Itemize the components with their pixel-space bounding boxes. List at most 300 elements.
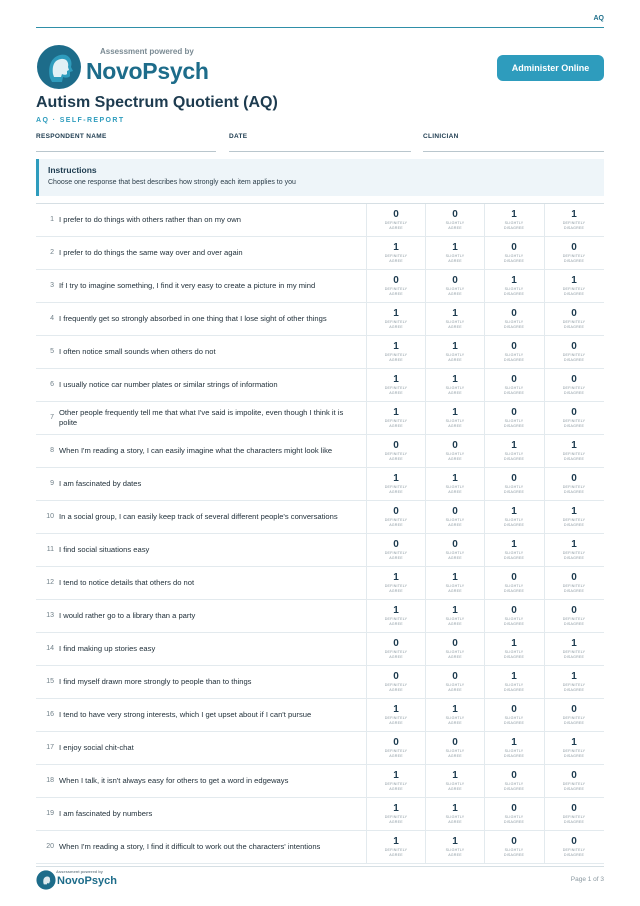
- response-option[interactable]: [425, 303, 484, 335]
- response-option[interactable]: [544, 468, 603, 500]
- item-question: I find myself drawn more strongly to people than to things: [59, 677, 252, 686]
- option-label: DEFINITELY: [562, 815, 586, 819]
- option-score: 0: [511, 374, 517, 385]
- option-score: 0: [511, 803, 517, 814]
- option-label: DEFINITELY: [562, 716, 586, 720]
- option-score: 0: [511, 572, 517, 583]
- response-option[interactable]: [484, 798, 543, 830]
- option-score: 1: [571, 737, 577, 748]
- option-label: DISAGREE: [563, 754, 585, 758]
- response-option[interactable]: [544, 435, 603, 467]
- option-label: DISAGREE: [503, 259, 525, 263]
- option-score: 0: [393, 539, 399, 550]
- response-option[interactable]: [484, 204, 543, 236]
- option-score: 0: [393, 638, 399, 649]
- logo-caption: Assessment powered by: [100, 47, 194, 56]
- respondent-name-label: RESPONDENT NAME: [36, 133, 107, 140]
- option-score: 0: [393, 737, 399, 748]
- option-label: SLIGHTLY: [504, 617, 524, 621]
- option-label: SLIGHTLY: [445, 518, 465, 522]
- option-score: 0: [571, 704, 577, 715]
- option-label: DISAGREE: [503, 787, 525, 791]
- response-option[interactable]: [484, 699, 543, 731]
- response-option[interactable]: [544, 633, 603, 665]
- option-label: SLIGHTLY: [445, 782, 465, 786]
- response-option[interactable]: [544, 798, 603, 830]
- item-number: 6: [50, 381, 54, 388]
- option-label: AGREE: [389, 754, 403, 758]
- response-option[interactable]: [366, 699, 425, 731]
- item-row: [36, 270, 604, 303]
- option-label: SLIGHTLY: [504, 782, 524, 786]
- response-option[interactable]: [484, 369, 543, 401]
- option-score: 0: [511, 308, 517, 319]
- clinician-field[interactable]: [423, 151, 604, 152]
- response-option[interactable]: [425, 600, 484, 632]
- option-score: 1: [452, 308, 458, 319]
- option-label: DEFINITELY: [562, 320, 586, 324]
- novopsych-logo: [36, 44, 209, 90]
- option-score: 1: [571, 638, 577, 649]
- response-option[interactable]: [484, 732, 543, 764]
- response-option[interactable]: [366, 204, 425, 236]
- option-score: 1: [571, 440, 577, 451]
- option-label: DEFINITELY: [562, 518, 586, 522]
- response-option[interactable]: [484, 567, 543, 599]
- option-label: DISAGREE: [503, 523, 525, 527]
- item-row: [36, 204, 604, 237]
- response-option[interactable]: [544, 336, 603, 368]
- option-label: AGREE: [448, 820, 462, 824]
- option-label: DEFINITELY: [562, 683, 586, 687]
- option-label: SLIGHTLY: [504, 749, 524, 753]
- option-label: DEFINITELY: [384, 287, 408, 291]
- response-option[interactable]: [366, 237, 425, 269]
- option-label: AGREE: [448, 457, 462, 461]
- option-label: DISAGREE: [503, 853, 525, 857]
- option-label: DISAGREE: [503, 820, 525, 824]
- option-label: DEFINITELY: [384, 683, 408, 687]
- option-label: DISAGREE: [503, 589, 525, 593]
- response-option[interactable]: [366, 765, 425, 797]
- option-label: AGREE: [448, 358, 462, 362]
- footer-head-icon: [36, 870, 56, 890]
- option-label: AGREE: [448, 589, 462, 593]
- option-label: DEFINITELY: [384, 254, 408, 258]
- option-label: SLIGHTLY: [504, 716, 524, 720]
- response-option[interactable]: [425, 402, 484, 434]
- items-table: [36, 203, 604, 864]
- option-score: 1: [393, 473, 399, 484]
- option-score: 1: [571, 209, 577, 220]
- response-option[interactable]: [484, 237, 543, 269]
- option-label: DISAGREE: [503, 688, 525, 692]
- item-question: In a social group, I can easily keep track of several different people's conversations: [59, 512, 338, 521]
- option-label: DEFINITELY: [562, 551, 586, 555]
- option-score: 1: [511, 209, 517, 220]
- option-score: 0: [452, 671, 458, 682]
- response-option[interactable]: [366, 501, 425, 533]
- option-label: DEFINITELY: [562, 452, 586, 456]
- option-label: AGREE: [389, 325, 403, 329]
- option-label: SLIGHTLY: [445, 452, 465, 456]
- option-score: 0: [452, 440, 458, 451]
- response-option[interactable]: [366, 303, 425, 335]
- option-label: DEFINITELY: [562, 650, 586, 654]
- item-row: [36, 567, 604, 600]
- response-option[interactable]: [425, 633, 484, 665]
- option-score: 1: [452, 836, 458, 847]
- item-question: I often notice small sounds when others do not: [59, 347, 216, 356]
- option-label: DISAGREE: [503, 655, 525, 659]
- option-label: AGREE: [389, 424, 403, 428]
- response-option[interactable]: [484, 270, 543, 302]
- option-label: SLIGHTLY: [504, 518, 524, 522]
- response-option[interactable]: [544, 402, 603, 434]
- option-label: DISAGREE: [563, 523, 585, 527]
- item-question: I am fascinated by dates: [59, 479, 142, 488]
- option-label: AGREE: [448, 292, 462, 296]
- option-score: 1: [511, 506, 517, 517]
- header-divider: [36, 27, 604, 28]
- option-score: 1: [452, 407, 458, 418]
- option-score: 1: [452, 341, 458, 352]
- response-option[interactable]: [484, 435, 543, 467]
- option-score: 1: [393, 770, 399, 781]
- item-number: 12: [46, 579, 54, 586]
- option-label: DEFINITELY: [562, 782, 586, 786]
- option-score: 1: [452, 803, 458, 814]
- option-label: SLIGHTLY: [504, 353, 524, 357]
- item-question: I find social situations easy: [59, 545, 150, 554]
- option-score: 0: [511, 836, 517, 847]
- option-score: 1: [511, 671, 517, 682]
- response-option[interactable]: [425, 699, 484, 731]
- option-label: SLIGHTLY: [445, 617, 465, 621]
- response-option[interactable]: [425, 831, 484, 863]
- response-option[interactable]: [366, 831, 425, 863]
- response-option[interactable]: [425, 666, 484, 698]
- response-option[interactable]: [484, 633, 543, 665]
- instructions-text: Choose one response that best describes how strongly each item applies to you: [48, 179, 296, 186]
- option-score: 1: [393, 308, 399, 319]
- option-label: DISAGREE: [563, 259, 585, 263]
- option-label: DEFINITELY: [562, 386, 586, 390]
- option-label: DEFINITELY: [384, 782, 408, 786]
- response-option[interactable]: [425, 501, 484, 533]
- option-label: AGREE: [389, 556, 403, 560]
- option-score: 1: [571, 539, 577, 550]
- option-label: DEFINITELY: [384, 518, 408, 522]
- option-score: 0: [452, 539, 458, 550]
- option-label: SLIGHTLY: [445, 584, 465, 588]
- option-score: 1: [452, 770, 458, 781]
- response-option[interactable]: [425, 765, 484, 797]
- option-score: 1: [571, 506, 577, 517]
- option-label: AGREE: [448, 424, 462, 428]
- option-label: DEFINITELY: [384, 386, 408, 390]
- item-number: 14: [46, 645, 54, 652]
- date-field[interactable]: [229, 151, 411, 152]
- response-option[interactable]: [484, 501, 543, 533]
- option-label: SLIGHTLY: [445, 650, 465, 654]
- response-option[interactable]: [484, 303, 543, 335]
- option-label: SLIGHTLY: [445, 419, 465, 423]
- option-label: DISAGREE: [563, 292, 585, 296]
- response-option[interactable]: [544, 204, 603, 236]
- option-score: 1: [511, 737, 517, 748]
- option-label: DEFINITELY: [384, 815, 408, 819]
- option-label: DISAGREE: [563, 457, 585, 461]
- clinician-label: CLINICIAN: [423, 133, 459, 140]
- option-label: AGREE: [448, 622, 462, 626]
- response-option[interactable]: [484, 534, 543, 566]
- option-label: SLIGHTLY: [504, 419, 524, 423]
- option-label: DEFINITELY: [384, 650, 408, 654]
- option-label: AGREE: [448, 556, 462, 560]
- response-option[interactable]: [425, 336, 484, 368]
- response-option[interactable]: [544, 600, 603, 632]
- option-label: SLIGHTLY: [445, 749, 465, 753]
- option-label: DISAGREE: [503, 754, 525, 758]
- response-option[interactable]: [544, 732, 603, 764]
- item-row: [36, 765, 604, 798]
- option-score: 1: [511, 638, 517, 649]
- item-number: 19: [46, 810, 54, 817]
- response-option[interactable]: [366, 468, 425, 500]
- option-label: DISAGREE: [503, 391, 525, 395]
- response-option[interactable]: [425, 798, 484, 830]
- option-label: AGREE: [389, 820, 403, 824]
- option-label: SLIGHTLY: [445, 848, 465, 852]
- option-label: DISAGREE: [503, 556, 525, 560]
- response-option[interactable]: [366, 732, 425, 764]
- response-option[interactable]: [544, 567, 603, 599]
- option-score: 0: [511, 605, 517, 616]
- option-label: DEFINITELY: [384, 485, 408, 489]
- item-number: 1: [50, 216, 54, 223]
- option-label: DEFINITELY: [384, 452, 408, 456]
- item-number: 7: [50, 414, 54, 421]
- option-score: 0: [571, 770, 577, 781]
- option-label: DISAGREE: [563, 589, 585, 593]
- option-label: AGREE: [389, 490, 403, 494]
- option-label: DEFINITELY: [384, 419, 408, 423]
- option-label: DEFINITELY: [384, 221, 408, 225]
- response-option[interactable]: [366, 369, 425, 401]
- item-question: If I try to imagine something, I find it very easy to create a picture in my mind: [59, 281, 316, 290]
- option-score: 0: [511, 770, 517, 781]
- option-label: SLIGHTLY: [445, 683, 465, 687]
- option-label: DISAGREE: [563, 391, 585, 395]
- response-option[interactable]: [544, 369, 603, 401]
- response-option[interactable]: [544, 303, 603, 335]
- option-score: 1: [511, 440, 517, 451]
- administer-online-button[interactable]: Administer Online: [497, 55, 604, 81]
- option-label: SLIGHTLY: [504, 683, 524, 687]
- item-question: I find making up stories easy: [59, 644, 156, 653]
- option-label: SLIGHTLY: [504, 584, 524, 588]
- response-option[interactable]: [425, 732, 484, 764]
- response-option[interactable]: [425, 204, 484, 236]
- response-option[interactable]: [425, 435, 484, 467]
- response-option[interactable]: [425, 534, 484, 566]
- option-label: DISAGREE: [503, 325, 525, 329]
- response-option[interactable]: [366, 600, 425, 632]
- item-number: 5: [50, 348, 54, 355]
- option-score: 0: [571, 803, 577, 814]
- item-row: [36, 666, 604, 699]
- option-score: 0: [393, 209, 399, 220]
- option-label: DEFINITELY: [562, 353, 586, 357]
- option-label: AGREE: [389, 589, 403, 593]
- option-score: 1: [393, 803, 399, 814]
- option-label: DISAGREE: [503, 457, 525, 461]
- response-option[interactable]: [366, 270, 425, 302]
- option-label: DISAGREE: [563, 655, 585, 659]
- option-label: DISAGREE: [563, 325, 585, 329]
- page-subtitle: AQ · SELF-REPORT: [36, 117, 125, 124]
- option-label: DISAGREE: [503, 358, 525, 362]
- option-label: DISAGREE: [503, 622, 525, 626]
- item-row: [36, 402, 604, 435]
- response-option[interactable]: [544, 237, 603, 269]
- option-score: 0: [452, 638, 458, 649]
- option-label: SLIGHTLY: [445, 716, 465, 720]
- item-question: When I'm reading a story, I can easily imagine what the characters might look like: [59, 446, 333, 455]
- option-label: AGREE: [448, 325, 462, 329]
- option-score: 0: [393, 440, 399, 451]
- response-option[interactable]: [366, 567, 425, 599]
- item-number: 17: [46, 744, 54, 751]
- option-score: 0: [571, 374, 577, 385]
- option-label: AGREE: [389, 853, 403, 857]
- option-label: AGREE: [448, 490, 462, 494]
- option-score: 0: [452, 209, 458, 220]
- option-score: 0: [393, 506, 399, 517]
- option-label: AGREE: [448, 391, 462, 395]
- item-question: I would rather go to a library than a party: [59, 611, 196, 620]
- option-score: 1: [511, 539, 517, 550]
- footer-logo-caption: Assessment powered by: [56, 869, 103, 874]
- item-number: 16: [46, 711, 54, 718]
- option-score: 1: [452, 242, 458, 253]
- response-option[interactable]: [484, 336, 543, 368]
- response-option[interactable]: [484, 765, 543, 797]
- option-score: 1: [511, 275, 517, 286]
- response-option[interactable]: [425, 270, 484, 302]
- option-label: AGREE: [389, 391, 403, 395]
- option-label: AGREE: [389, 523, 403, 527]
- option-label: SLIGHTLY: [445, 320, 465, 324]
- response-option[interactable]: [366, 402, 425, 434]
- option-label: DEFINITELY: [384, 320, 408, 324]
- response-option[interactable]: [366, 435, 425, 467]
- response-option[interactable]: [425, 567, 484, 599]
- response-option[interactable]: [544, 270, 603, 302]
- option-label: DEFINITELY: [384, 551, 408, 555]
- response-option[interactable]: [544, 699, 603, 731]
- footer-divider: [36, 866, 604, 867]
- response-option[interactable]: [366, 534, 425, 566]
- item-number: 15: [46, 678, 54, 685]
- option-score: 0: [393, 671, 399, 682]
- option-label: AGREE: [448, 787, 462, 791]
- option-label: DISAGREE: [503, 424, 525, 428]
- option-label: DEFINITELY: [384, 617, 408, 621]
- response-option[interactable]: [544, 765, 603, 797]
- option-label: DEFINITELY: [562, 617, 586, 621]
- response-option[interactable]: [484, 831, 543, 863]
- option-score: 0: [393, 275, 399, 286]
- option-label: AGREE: [389, 688, 403, 692]
- option-score: 0: [571, 572, 577, 583]
- option-score: 1: [393, 605, 399, 616]
- response-option[interactable]: [366, 666, 425, 698]
- scale-code: AQ: [593, 15, 604, 22]
- response-option[interactable]: [544, 831, 603, 863]
- item-number: 8: [50, 447, 54, 454]
- item-number: 20: [46, 843, 54, 850]
- option-label: DEFINITELY: [562, 749, 586, 753]
- item-row: [36, 435, 604, 468]
- option-label: SLIGHTLY: [504, 287, 524, 291]
- response-option[interactable]: [425, 237, 484, 269]
- item-number: 11: [46, 546, 54, 553]
- head-profile-icon: [36, 44, 82, 90]
- response-option[interactable]: [425, 468, 484, 500]
- option-label: DEFINITELY: [562, 485, 586, 489]
- footer-logo-brand: NovoPsych: [57, 875, 117, 887]
- option-label: DEFINITELY: [562, 287, 586, 291]
- response-option[interactable]: [366, 633, 425, 665]
- response-option[interactable]: [544, 501, 603, 533]
- option-score: 0: [571, 836, 577, 847]
- option-label: SLIGHTLY: [504, 815, 524, 819]
- option-label: AGREE: [448, 853, 462, 857]
- option-label: DISAGREE: [563, 721, 585, 725]
- option-score: 1: [452, 374, 458, 385]
- option-label: AGREE: [448, 721, 462, 725]
- respondent-name-field[interactable]: [36, 151, 216, 152]
- option-label: SLIGHTLY: [504, 650, 524, 654]
- option-label: AGREE: [389, 358, 403, 362]
- response-option[interactable]: [484, 402, 543, 434]
- option-label: DEFINITELY: [384, 749, 408, 753]
- option-score: 1: [452, 704, 458, 715]
- response-option[interactable]: [484, 600, 543, 632]
- response-option[interactable]: [544, 666, 603, 698]
- option-label: AGREE: [389, 622, 403, 626]
- response-option[interactable]: [366, 798, 425, 830]
- item-row: [36, 732, 604, 765]
- option-label: DISAGREE: [563, 490, 585, 494]
- item-row: [36, 468, 604, 501]
- response-option[interactable]: [366, 336, 425, 368]
- item-question: I tend to notice details that others do not: [59, 578, 195, 587]
- option-label: SLIGHTLY: [504, 386, 524, 390]
- item-number: 18: [46, 777, 54, 784]
- response-option[interactable]: [425, 369, 484, 401]
- option-label: SLIGHTLY: [445, 287, 465, 291]
- option-label: DEFINITELY: [562, 419, 586, 423]
- option-label: SLIGHTLY: [445, 551, 465, 555]
- response-option[interactable]: [544, 534, 603, 566]
- option-label: DEFINITELY: [562, 254, 586, 258]
- response-option[interactable]: [484, 666, 543, 698]
- option-label: DEFINITELY: [562, 848, 586, 852]
- response-option[interactable]: [484, 468, 543, 500]
